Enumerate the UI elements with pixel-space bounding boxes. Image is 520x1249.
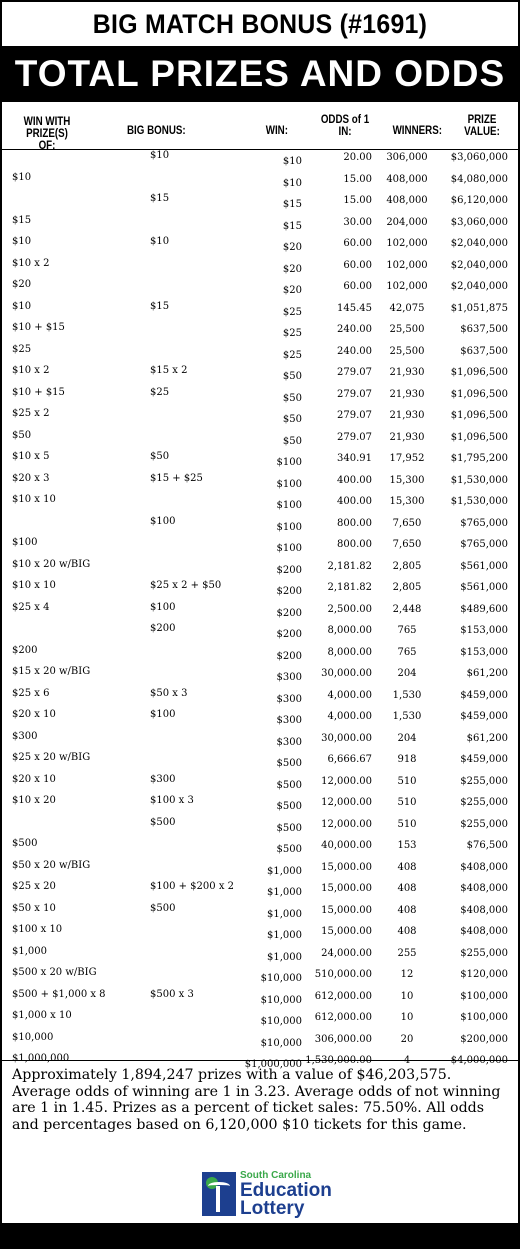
winners-cell: 21,930 [389, 410, 425, 421]
table-row [2, 924, 518, 946]
big-bonus-cell: $25 x 2 + $50 [150, 580, 222, 591]
big-bonus-cell: $50 x 3 [150, 687, 188, 699]
winners-cell: 25,500 [389, 324, 425, 335]
win-cell: $10,000 [260, 994, 302, 1006]
win-with-cell: $20 x 10 [12, 709, 56, 720]
winners-cell: 408 [397, 861, 417, 873]
prize-value-cell: $2,040,000 [450, 281, 508, 292]
logo-line-2: Education [240, 1180, 332, 1201]
prize-value-cell: $561,000 [460, 582, 508, 593]
win-cell: $300 [276, 693, 302, 705]
odds-cell: 8,000.00 [327, 625, 372, 636]
win-cell: $100 [276, 521, 302, 533]
odds-cell: 12,000.00 [321, 797, 372, 808]
winners-cell: 4 [403, 1055, 411, 1066]
winners-cell: 15,300 [389, 496, 425, 507]
odds-cell: 145.45 [337, 302, 372, 314]
table-row [2, 451, 518, 473]
big-bonus-cell: $50 [150, 451, 170, 462]
game-title: BIG MATCH BONUS (#1691) [92, 8, 428, 39]
win-cell: $15 [282, 220, 302, 232]
winners-cell: 306,000 [386, 152, 428, 163]
table-row [2, 623, 518, 645]
odds-cell: 15.00 [343, 173, 372, 185]
winners-cell: 7,650 [392, 517, 422, 529]
win-cell: $20 [282, 285, 302, 296]
table-row [2, 731, 518, 753]
winners-cell: 408 [397, 883, 417, 894]
odds-cell: 24,000.00 [321, 947, 372, 959]
winners-cell: 21,930 [389, 388, 425, 400]
win-cell: $300 [276, 736, 302, 748]
win-cell: $500 [276, 822, 302, 834]
winners-cell: 7,650 [392, 539, 422, 550]
prize-value-cell: $153,000 [460, 646, 508, 658]
prize-value-cell: $459,000 [460, 754, 508, 765]
table-row [2, 688, 518, 710]
win-with-cell: $1,000 [12, 945, 47, 957]
table-row [2, 236, 518, 258]
footer-bar [0, 1223, 520, 1249]
header-big-bonus: BIG BONUS: [127, 125, 186, 137]
table-row [2, 795, 518, 817]
win-with-cell: $25 x 2 [12, 408, 50, 419]
win-with-cell: $25 x 20 w/BIG [12, 752, 91, 763]
odds-cell: 612,000.00 [314, 990, 372, 1002]
prize-value-cell: $489,600 [460, 603, 508, 615]
winners-cell: 2,805 [392, 582, 422, 593]
prize-value-cell: $255,000 [460, 947, 508, 959]
odds-cell: 400.00 [337, 474, 372, 486]
winners-cell: 408,000 [386, 173, 428, 185]
win-with-cell: $10 [12, 236, 32, 247]
odds-cell: 306,000.00 [314, 1033, 372, 1045]
odds-cell: 15.00 [343, 195, 372, 206]
logo-line-3: Lottery [240, 1198, 305, 1219]
winners-cell: 204,000 [386, 216, 428, 228]
table-row [2, 516, 518, 538]
winners-cell: 25,500 [389, 345, 425, 357]
prize-value-cell: $255,000 [460, 818, 508, 830]
table-row [2, 817, 518, 839]
prize-value-cell: $76,500 [466, 840, 508, 851]
win-cell: $25 [282, 328, 302, 339]
table-row [2, 860, 518, 882]
prize-value-cell: $100,000 [460, 990, 508, 1002]
header-prize-value: PRIZE VALUE: [464, 114, 500, 138]
odds-cell: 15,000.00 [321, 861, 372, 873]
win-with-cell: $20 [12, 279, 32, 290]
odds-cell: 279.07 [337, 388, 372, 400]
table-row [2, 838, 518, 860]
big-bonus-cell: $15 [150, 193, 170, 204]
table-row [2, 258, 518, 280]
winners-cell: 153 [397, 840, 417, 851]
odds-cell: 240.00 [337, 345, 372, 357]
win-cell: $500 [276, 844, 302, 855]
win-with-cell: $25 x 6 [12, 687, 50, 699]
win-cell: $10,000 [260, 1016, 302, 1027]
winners-cell: 21,930 [389, 367, 425, 378]
prize-value-cell: $1,096,500 [450, 431, 508, 443]
winners-cell: 102,000 [386, 259, 428, 271]
prize-value-cell: $408,000 [460, 883, 508, 894]
table-row [2, 150, 518, 172]
winners-cell: 102,000 [386, 238, 428, 249]
prize-value-cell: $153,000 [460, 625, 508, 636]
table-row [2, 881, 518, 903]
odds-cell: 30.00 [343, 216, 372, 228]
prize-value-cell: $1,096,500 [450, 388, 508, 400]
win-with-cell: $10 x 5 [12, 451, 50, 462]
palmetto-logo-icon [202, 1172, 236, 1216]
odds-footnote: Approximately 1,894,247 prizes with a value of $46,203,575. Average odds of winning are 1 in 3.23. Average odds of not winning are 1 in 1.45. Prizes as a percent of ticket sales: 75.50%. All odds and percentages based on 6,120,000 $10 tickets for this game. [2, 1060, 518, 1160]
big-bonus-cell: $10 [150, 150, 170, 161]
table-row [2, 645, 518, 667]
win-cell: $50 [282, 435, 302, 447]
winners-cell: 1,530 [392, 689, 422, 701]
win-with-cell: $15 x 20 w/BIG [12, 666, 91, 677]
winners-cell: 10 [400, 1012, 414, 1023]
odds-cell: 240.00 [337, 324, 372, 335]
big-bonus-cell: $100 [150, 709, 176, 720]
prize-value-cell: $1,530,000 [450, 496, 508, 507]
odds-cell: 1,530,000.00 [305, 1055, 372, 1066]
table-row [2, 494, 518, 516]
win-cell: $500 [276, 758, 302, 769]
table-row [2, 172, 518, 194]
winners-cell: 20 [400, 1033, 414, 1045]
win-with-cell: $20 x 3 [12, 472, 50, 484]
winners-cell: 2,448 [392, 603, 422, 615]
odds-cell: 510,000.00 [314, 969, 372, 980]
win-cell: $50 [282, 371, 302, 382]
prize-value-cell: $6,120,000 [450, 195, 508, 206]
big-bonus-cell: $200 [150, 623, 176, 634]
winners-cell: 510 [397, 797, 417, 808]
win-cell: $50 [282, 414, 302, 425]
table-row [2, 903, 518, 925]
winners-cell: 918 [397, 754, 417, 765]
odds-cell: 30,000.00 [321, 732, 372, 744]
odds-cell: 60.00 [343, 259, 372, 271]
win-with-cell: $10 x 20 w/BIG [12, 558, 91, 570]
header-winners: WINNERS: [392, 125, 442, 137]
win-cell: $10,000 [260, 973, 302, 984]
win-cell: $1,000 [267, 865, 302, 877]
win-cell: $300 [276, 715, 302, 726]
win-cell: $1,000 [267, 908, 302, 920]
table-row [2, 752, 518, 774]
winners-cell: 2,805 [392, 560, 422, 572]
table-row [2, 322, 518, 344]
odds-cell: 12,000.00 [321, 818, 372, 830]
winners-cell: 408 [397, 926, 417, 937]
win-with-cell: $25 [12, 343, 32, 355]
win-with-cell: $10 x 2 [12, 257, 50, 269]
winners-cell: 10 [400, 990, 414, 1002]
prize-value-cell: $61,200 [466, 668, 508, 679]
win-with-cell: $1,000 x 10 [12, 1010, 72, 1021]
win-with-cell: $15 [12, 214, 32, 226]
table-row [2, 537, 518, 559]
table-row [2, 580, 518, 602]
odds-cell: 15,000.00 [321, 926, 372, 937]
table-row [2, 602, 518, 624]
winners-cell: 408,000 [386, 195, 428, 206]
table-row [2, 344, 518, 366]
odds-cell: 400.00 [337, 496, 372, 507]
win-cell: $10,000 [260, 1037, 302, 1049]
table-row [2, 215, 518, 237]
win-cell: $200 [276, 650, 302, 662]
win-with-cell: $300 [12, 730, 38, 742]
winners-cell: 21,930 [389, 431, 425, 443]
win-with-cell: $500 x 20 w/BIG [12, 967, 97, 978]
win-with-cell: $25 x 20 [12, 881, 56, 892]
odds-cell: 12,000.00 [321, 775, 372, 787]
odds-cell: 340.91 [337, 453, 372, 464]
winners-cell: 42,075 [389, 302, 425, 314]
win-with-cell: $10 x 2 [12, 365, 50, 376]
odds-cell: 15,000.00 [321, 904, 372, 916]
winners-cell: 204 [397, 732, 417, 744]
winners-cell: 255 [397, 947, 417, 959]
big-bonus-cell: $10 [150, 236, 170, 247]
big-bonus-cell: $15 x 2 [150, 365, 188, 376]
odds-cell: 60.00 [343, 238, 372, 249]
prize-value-cell: $637,500 [460, 324, 508, 335]
win-with-cell: $50 x 20 w/BIG [12, 859, 91, 871]
logo-line-1: South Carolina [240, 1170, 312, 1181]
big-bonus-cell: $15 + $25 [150, 472, 203, 484]
win-with-cell: $10 x 10 [12, 580, 56, 591]
winners-cell: 15,300 [389, 474, 425, 486]
win-cell: $25 [282, 349, 302, 361]
winners-cell: 408 [397, 904, 417, 916]
prize-table [2, 150, 518, 1070]
winners-cell: 204 [397, 668, 417, 679]
win-with-cell: $25 x 4 [12, 601, 50, 613]
big-bonus-cell: $500 [150, 816, 176, 828]
table-row [2, 1053, 518, 1075]
win-cell: $10 [282, 177, 302, 189]
header-odds: ODDS of 1 IN: [320, 114, 370, 138]
big-bonus-cell: $100 + $200 x 2 [150, 881, 234, 892]
prize-value-cell: $765,000 [460, 517, 508, 529]
prize-value-cell: $61,200 [466, 732, 508, 744]
prize-value-cell: $255,000 [460, 797, 508, 808]
win-with-cell: $200 [12, 644, 38, 656]
odds-cell: 2,181.82 [327, 560, 372, 572]
big-bonus-cell: $25 [150, 386, 170, 398]
prize-value-cell: $100,000 [460, 1012, 508, 1023]
win-with-cell: $20 x 10 [12, 773, 56, 785]
win-with-cell: $100 x 10 [12, 924, 63, 935]
win-with-cell: $10,000 [12, 1031, 54, 1043]
prize-value-cell: $4,000,000 [450, 1055, 508, 1066]
lottery-logo [202, 1168, 352, 1220]
winners-cell: 17,952 [389, 453, 425, 464]
winners-cell: 102,000 [386, 281, 428, 292]
win-cell: $15 [282, 199, 302, 210]
big-bonus-cell: $100 x 3 [150, 795, 194, 806]
table-row [2, 279, 518, 301]
winners-cell: 510 [397, 818, 417, 830]
table-row [2, 666, 518, 688]
header-win: WIN: [265, 125, 288, 137]
table-row [2, 989, 518, 1011]
prize-value-cell: $3,060,000 [450, 216, 508, 228]
win-cell: $1,000,000 [244, 1059, 302, 1070]
prize-value-cell: $2,040,000 [450, 238, 508, 249]
odds-cell: 4,000.00 [327, 689, 372, 701]
odds-cell: 2,181.82 [327, 582, 372, 593]
win-with-cell: $1,000,000 [12, 1053, 70, 1064]
prize-value-cell: $120,000 [460, 969, 508, 980]
table-row [2, 774, 518, 796]
table-row [2, 193, 518, 215]
win-cell: $100 [276, 478, 302, 490]
big-bonus-cell: $100 [150, 601, 176, 613]
odds-cell: 800.00 [337, 539, 372, 550]
table-row [2, 301, 518, 323]
win-cell: $200 [276, 564, 302, 576]
win-cell: $500 [276, 801, 302, 812]
win-cell: $300 [276, 672, 302, 683]
odds-cell: 612,000.00 [314, 1012, 372, 1023]
odds-cell: 15,000.00 [321, 883, 372, 894]
winners-cell: 12 [400, 969, 414, 980]
odds-cell: 60.00 [343, 281, 372, 292]
win-with-cell: $10 [12, 171, 32, 183]
winners-cell: 765 [397, 625, 417, 636]
win-cell: $1,000 [267, 930, 302, 941]
win-with-cell: $10 x 20 [12, 795, 56, 806]
win-with-cell: $500 + $1,000 x 8 [12, 988, 106, 1000]
table-row [2, 365, 518, 387]
odds-cell: 800.00 [337, 517, 372, 529]
odds-cell: 2,500.00 [327, 603, 372, 615]
odds-cell: 279.07 [337, 410, 372, 421]
prize-value-cell: $1,096,500 [450, 367, 508, 378]
prize-value-cell: $459,000 [460, 711, 508, 722]
big-bonus-cell: $15 [150, 300, 170, 312]
section-banner: TOTAL PRIZES AND ODDS [2, 46, 518, 102]
winners-cell: 765 [397, 646, 417, 658]
table-row [2, 709, 518, 731]
winners-cell: 1,530 [392, 711, 422, 722]
win-with-cell: $50 [12, 429, 32, 441]
win-with-cell: $10 + $15 [12, 322, 65, 333]
win-cell: $200 [276, 586, 302, 597]
win-with-cell: $500 [12, 838, 38, 849]
win-cell: $1,000 [267, 887, 302, 898]
prize-value-cell: $1,530,000 [450, 474, 508, 486]
prize-value-cell: $1,051,875 [450, 302, 508, 314]
win-cell: $1,000 [267, 951, 302, 963]
win-cell: $100 [276, 457, 302, 468]
prize-value-cell: $637,500 [460, 345, 508, 357]
odds-cell: 40,000.00 [321, 840, 372, 851]
prize-value-cell: $1,096,500 [450, 410, 508, 421]
table-row [2, 408, 518, 430]
big-bonus-cell: $500 [150, 902, 176, 914]
header-win-with: WIN WITH PRIZE(S) OF: [23, 116, 71, 152]
win-cell: $25 [282, 306, 302, 318]
win-cell: $10 [282, 156, 302, 167]
win-cell: $20 [282, 242, 302, 253]
win-cell: $200 [276, 607, 302, 619]
prize-value-cell: $4,080,000 [450, 173, 508, 185]
table-row [2, 1032, 518, 1054]
odds-cell: 279.07 [337, 367, 372, 378]
win-with-cell: $10 [12, 300, 32, 312]
odds-cell: 8,000.00 [327, 646, 372, 658]
table-row [2, 967, 518, 989]
win-cell: $500 [276, 779, 302, 791]
win-cell: $100 [276, 500, 302, 511]
prize-value-cell: $200,000 [460, 1033, 508, 1045]
win-with-cell: $10 + $15 [12, 386, 65, 398]
odds-cell: 4,000.00 [327, 711, 372, 722]
prize-value-cell: $561,000 [460, 560, 508, 572]
prize-value-cell: $408,000 [460, 861, 508, 873]
win-with-cell: $100 [12, 537, 38, 548]
win-cell: $50 [282, 392, 302, 404]
table-row [2, 1010, 518, 1032]
odds-cell: 6,666.67 [327, 754, 372, 765]
win-cell: $100 [276, 543, 302, 554]
prize-value-cell: $2,040,000 [450, 259, 508, 271]
win-with-cell: $50 x 10 [12, 902, 56, 914]
prize-value-cell: $1,795,200 [450, 453, 508, 464]
table-row [2, 473, 518, 495]
prize-value-cell: $255,000 [460, 775, 508, 787]
prize-value-cell: $408,000 [460, 926, 508, 937]
winners-cell: 510 [397, 775, 417, 787]
prize-value-cell: $3,060,000 [450, 152, 508, 163]
table-row [2, 946, 518, 968]
big-bonus-cell: $100 [150, 515, 176, 527]
table-row [2, 430, 518, 452]
prize-value-cell: $408,000 [460, 904, 508, 916]
table-row [2, 559, 518, 581]
big-bonus-cell: $300 [150, 773, 176, 785]
prize-value-cell: $765,000 [460, 539, 508, 550]
prize-value-cell: $459,000 [460, 689, 508, 701]
odds-cell: 20.00 [343, 152, 372, 163]
odds-cell: 30,000.00 [321, 668, 372, 679]
win-cell: $200 [276, 629, 302, 640]
odds-cell: 279.07 [337, 431, 372, 443]
table-row [2, 387, 518, 409]
big-bonus-cell: $500 x 3 [150, 988, 194, 1000]
win-with-cell: $10 x 10 [12, 494, 56, 505]
win-cell: $20 [282, 263, 302, 275]
column-headers [2, 102, 518, 150]
